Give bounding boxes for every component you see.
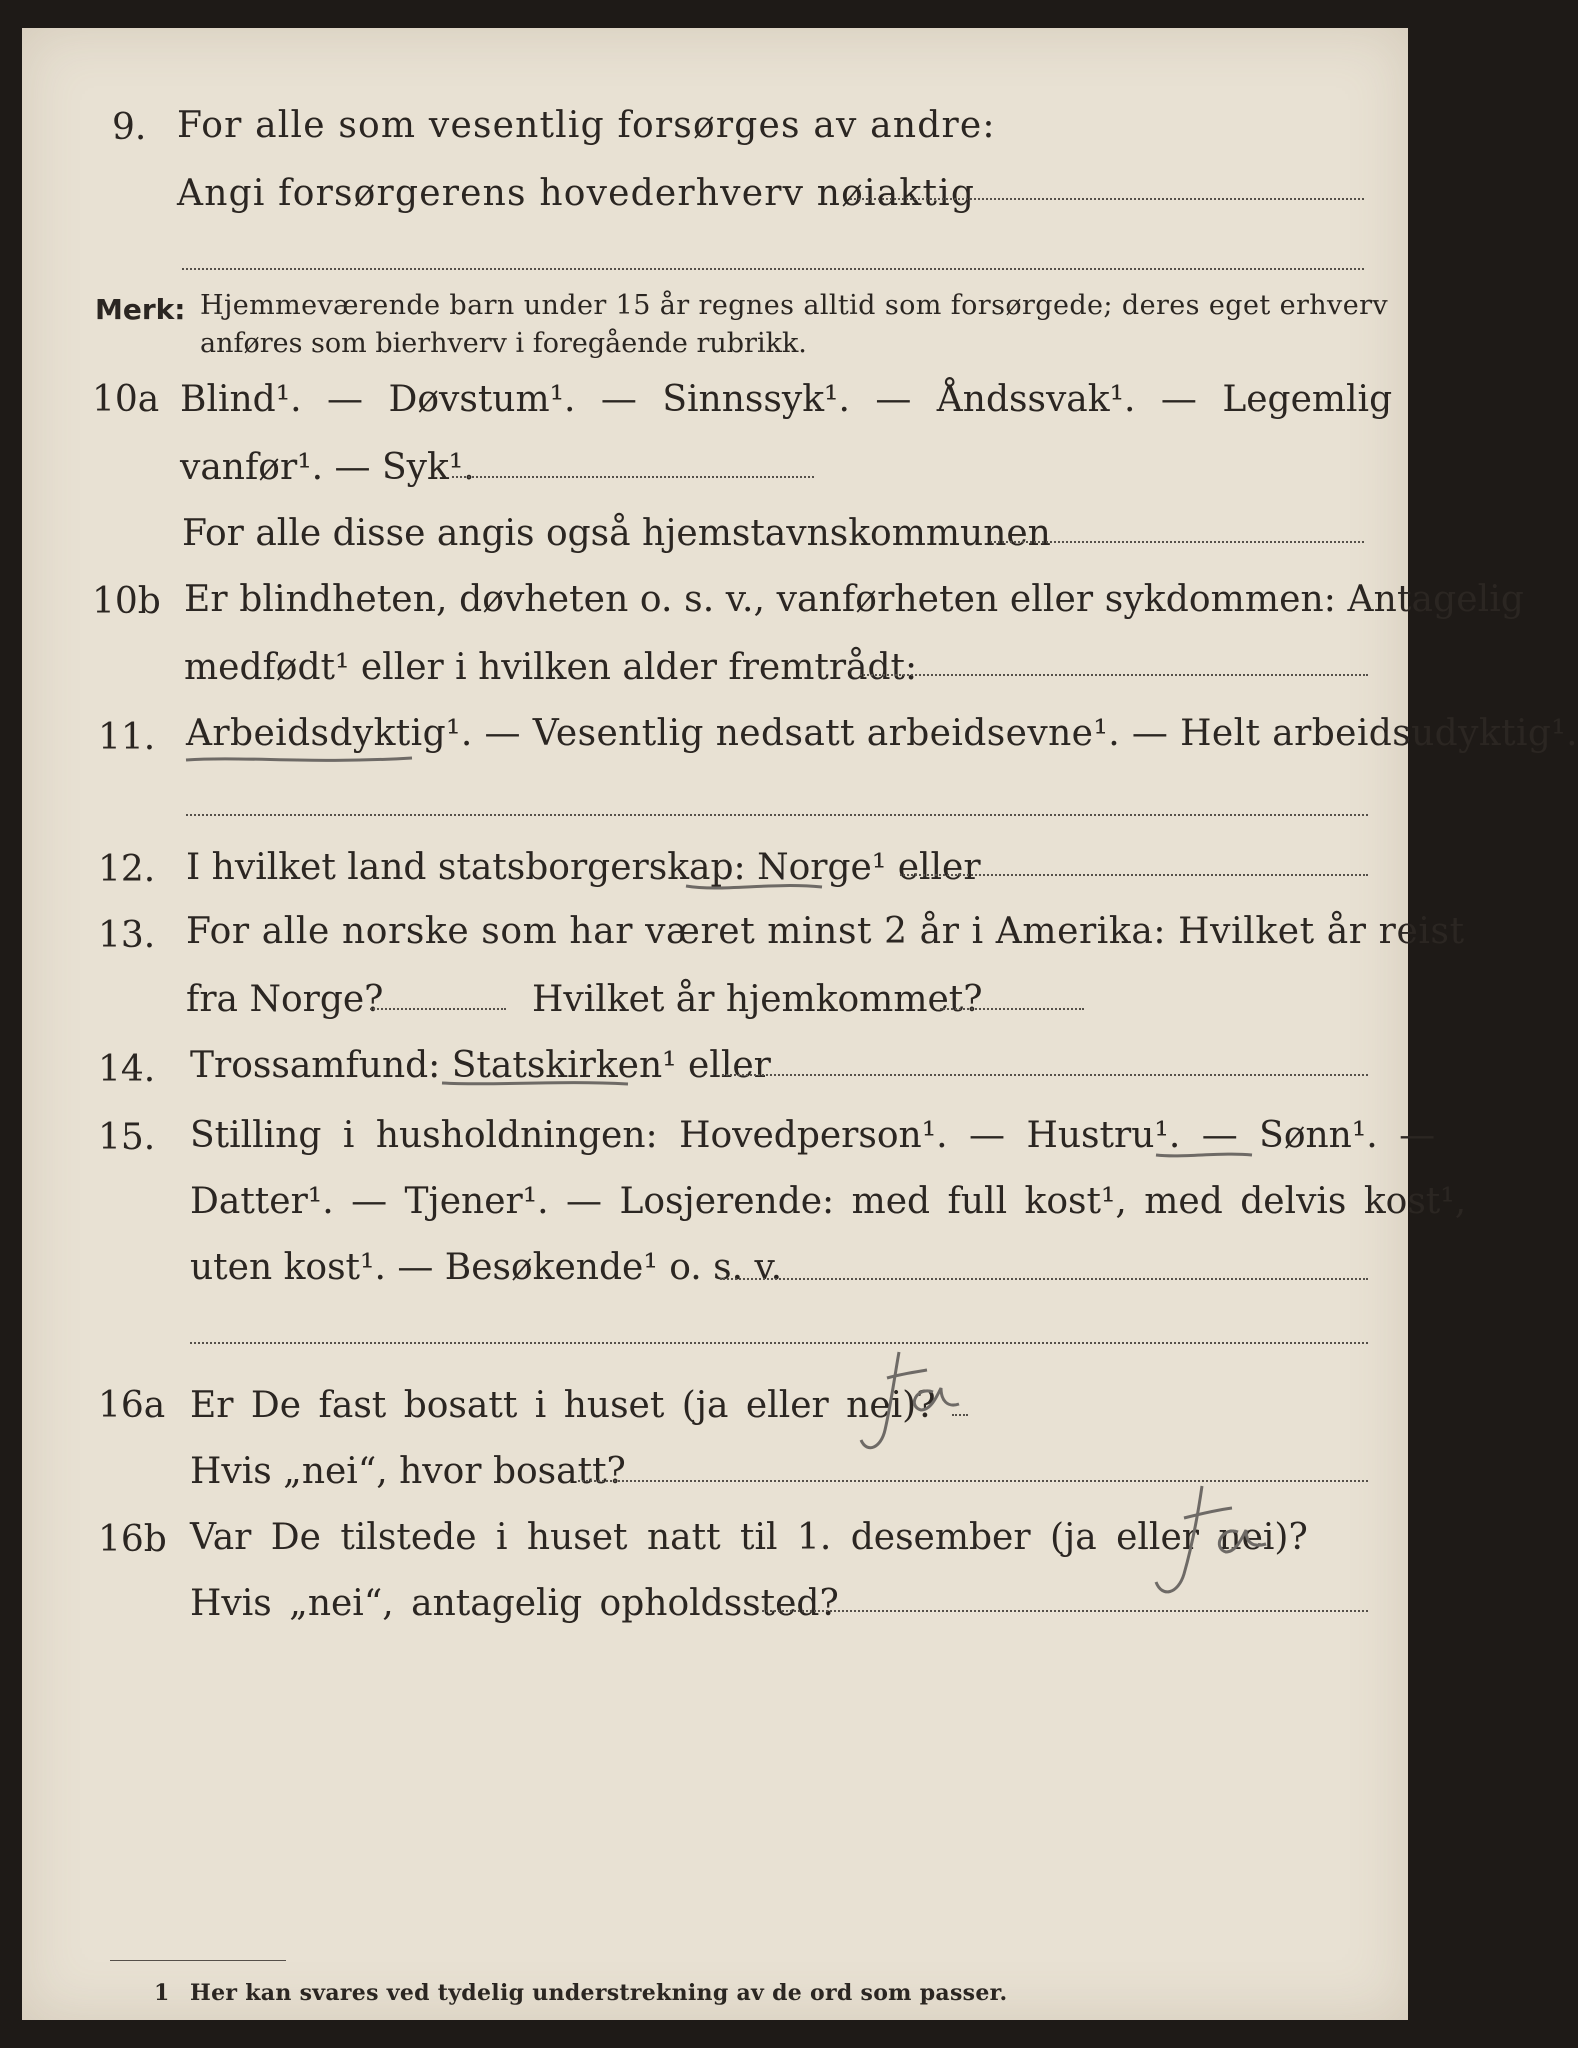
q16a-line2: Hvis „nei“, hvor bosatt? — [190, 1451, 626, 1492]
merk-line2: anføres som bierhverv i foregående rubrikk. — [200, 328, 807, 359]
q9-line2: Angi forsørgerens hovederhverv nøiaktig — [177, 173, 976, 214]
q14-number: 14. — [98, 1049, 156, 1090]
q12-answer-line[interactable] — [900, 874, 1368, 876]
q15-line2: Datter¹. — Tjener¹. — Losjerende: med full kost¹, med delvis kost¹, — [190, 1181, 1467, 1222]
q10a-answer-line[interactable] — [452, 476, 814, 478]
q16b-number: 16b — [98, 1519, 167, 1560]
q16b-where-line[interactable] — [762, 1610, 1368, 1612]
q10a-line3: For alle disse angis også hjemstavnskommunen — [182, 513, 1051, 554]
q16a-line1: Er De fast bosatt i huset (ja eller nei)? — [190, 1385, 936, 1426]
q10a-line2: vanfør¹. — Syk¹. — [180, 447, 475, 488]
underline-statskirken — [438, 1074, 638, 1094]
q10b-line1: Er blindheten, døvheten o. s. v., vanførheten eller sykdommen: Antagelig — [184, 579, 1524, 620]
q11-number: 11. — [98, 717, 156, 758]
q10a-line1: Blind¹. — Døvstum¹. — Sinnssyk¹. — Åndssvak¹. — Legemlig — [180, 379, 1393, 420]
underline-norge — [682, 878, 832, 898]
q16b-line2: Hvis „nei“, antagelig opholdssted? — [190, 1583, 839, 1624]
q11-extra-line[interactable] — [186, 814, 1368, 816]
merk-line1: Hjemmeværende barn under 15 år regnes alltid som forsørgede; deres eget erhverv — [200, 290, 1389, 321]
q13-number: 13. — [98, 915, 156, 956]
q10a-number: 10a — [92, 379, 160, 420]
q13-line1: For alle norske som har været minst 2 år i Amerika: Hvilket år reist — [186, 911, 1465, 952]
q13-line2a: fra Norge? — [186, 979, 384, 1020]
q9-answer-line-2[interactable] — [182, 268, 1364, 270]
q13-departed-line[interactable] — [370, 1008, 506, 1010]
q16b-line1: Var De tilstede i huset natt til 1. desember (ja eller nei)? — [190, 1517, 1308, 1558]
merk-label: Merk: — [95, 293, 186, 326]
q13-returned-line[interactable] — [940, 1008, 1084, 1010]
form-page — [22, 28, 1578, 2020]
q10b-line2: medfødt¹ eller i hvilken alder fremtrådt: — [184, 647, 918, 688]
q9-number: 9. — [112, 107, 147, 148]
q15-extra-line[interactable] — [190, 1342, 1368, 1344]
q15-answer-line[interactable] — [720, 1278, 1368, 1280]
q11-line1: Arbeidsdyktig¹. — Vesentlig nedsatt arbeidsevne¹. — Helt arbeidsudyktig¹. — [186, 713, 1578, 754]
q12-line1: I hvilket land statsborgerskap: Norge¹ eller — [186, 847, 981, 888]
footnote-text: Her kan svares ved tydelig understrekning av de ord som passer. — [190, 1980, 1008, 2006]
q15-number: 15. — [98, 1117, 156, 1158]
q9-line1: For alle som vesentlig forsørges av andre: — [177, 105, 996, 146]
q15-line3: uten kost¹. — Besøkende¹ o. s. v. — [190, 1247, 783, 1288]
q16a-answer-line[interactable] — [952, 1414, 968, 1416]
q10b-number: 10b — [92, 581, 161, 622]
footnote-rule — [110, 1960, 286, 1961]
q15-line1: Stilling i husholdningen: Hovedperson¹. — Hustru¹. — Sønn¹. — — [190, 1115, 1436, 1156]
footnote-mark: 1 — [154, 1980, 170, 2006]
q13-line2b: Hvilket år hjemkommet? — [532, 979, 983, 1020]
q10a-hometown-line[interactable] — [990, 541, 1364, 543]
q16a-number: 16a — [98, 1385, 166, 1426]
handwritten-answer-16b — [1132, 1478, 1292, 1608]
q14-line1: Trossamfund: Statskirken¹ eller — [190, 1045, 771, 1086]
handwritten-answer-16a — [837, 1344, 987, 1464]
q9-answer-line[interactable] — [850, 198, 1364, 200]
underline-arbeidsdyktig — [182, 750, 422, 770]
q12-number: 12. — [98, 849, 156, 890]
q10b-answer-line[interactable] — [860, 674, 1368, 676]
underline-sonn — [1152, 1146, 1262, 1166]
q14-answer-line[interactable] — [722, 1074, 1368, 1076]
